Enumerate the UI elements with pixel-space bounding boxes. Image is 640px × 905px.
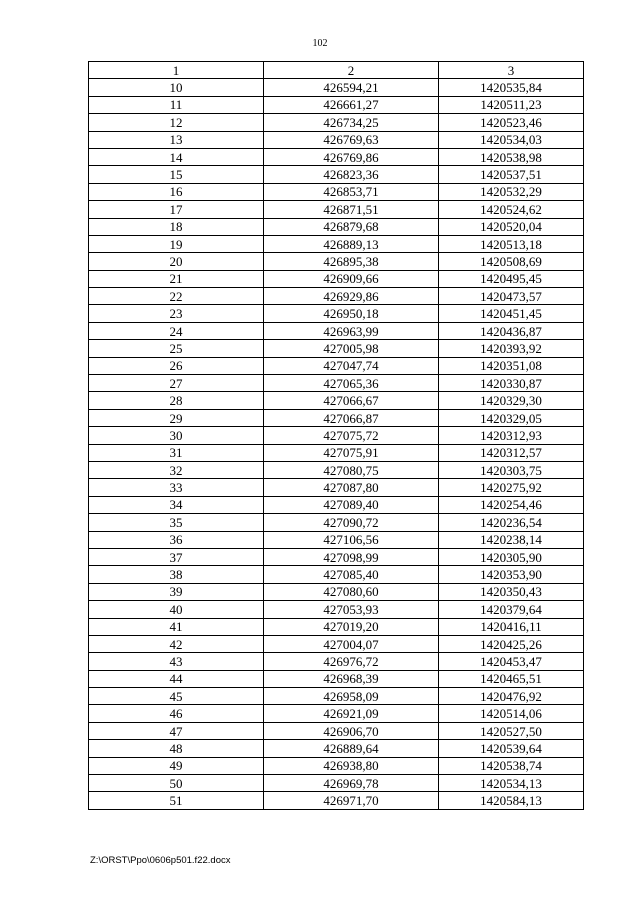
table-row (89, 653, 584, 670)
column-header-1: 1 (89, 62, 264, 79)
point-number-cell: 10 (89, 79, 264, 96)
table-row (89, 305, 584, 322)
table-row (89, 114, 584, 131)
column-header-3: 3 (439, 62, 584, 79)
y-coordinate-cell: 1420451,45 (439, 305, 584, 322)
y-coordinate-cell: 1420476,92 (439, 688, 584, 705)
x-coordinate-cell: 427080,75 (264, 461, 439, 478)
column-header-2: 2 (264, 62, 439, 79)
y-coordinate-cell: 1420534,13 (439, 775, 584, 792)
y-coordinate-cell: 1420534,03 (439, 131, 584, 148)
y-coordinate-cell: 1420329,30 (439, 392, 584, 409)
point-number-cell: 38 (89, 566, 264, 583)
x-coordinate-cell: 426921,09 (264, 705, 439, 722)
table-row (89, 201, 584, 218)
point-number-cell: 11 (89, 96, 264, 113)
table-row (89, 601, 584, 618)
x-coordinate-cell: 427053,93 (264, 601, 439, 618)
point-number-cell: 29 (89, 409, 264, 426)
table-row (89, 496, 584, 513)
y-coordinate-cell: 1420523,46 (439, 114, 584, 131)
y-coordinate-cell: 1420535,84 (439, 79, 584, 96)
point-number-cell: 18 (89, 218, 264, 235)
table-row (89, 392, 584, 409)
y-coordinate-cell: 1420330,87 (439, 375, 584, 392)
table-row (89, 705, 584, 722)
table-row (89, 688, 584, 705)
point-number-cell: 24 (89, 322, 264, 339)
y-coordinate-cell: 1420539,64 (439, 740, 584, 757)
x-coordinate-cell: 427075,91 (264, 444, 439, 461)
y-coordinate-cell: 1420350,43 (439, 583, 584, 600)
x-coordinate-cell: 426853,71 (264, 183, 439, 200)
y-coordinate-cell: 1420351,08 (439, 357, 584, 374)
table-row (89, 479, 584, 496)
table-row (89, 322, 584, 339)
table-row (89, 183, 584, 200)
y-coordinate-cell: 1420537,51 (439, 166, 584, 183)
table-row (89, 514, 584, 531)
y-coordinate-cell: 1420236,54 (439, 514, 584, 531)
y-coordinate-cell: 1420379,64 (439, 601, 584, 618)
point-number-cell: 25 (89, 340, 264, 357)
y-coordinate-cell: 1420538,74 (439, 757, 584, 774)
x-coordinate-cell: 426661,27 (264, 96, 439, 113)
y-coordinate-cell: 1420329,05 (439, 409, 584, 426)
y-coordinate-cell: 1420303,75 (439, 461, 584, 478)
x-coordinate-cell: 426963,99 (264, 322, 439, 339)
point-number-cell: 14 (89, 148, 264, 165)
x-coordinate-cell: 427075,72 (264, 427, 439, 444)
x-coordinate-cell: 426958,09 (264, 688, 439, 705)
table-row (89, 670, 584, 687)
x-coordinate-cell: 426971,70 (264, 792, 439, 809)
point-number-cell: 47 (89, 722, 264, 739)
table-row (89, 427, 584, 444)
point-number-cell: 32 (89, 461, 264, 478)
x-coordinate-cell: 427089,40 (264, 496, 439, 513)
x-coordinate-cell: 426769,63 (264, 131, 439, 148)
y-coordinate-cell: 1420465,51 (439, 670, 584, 687)
point-number-cell: 26 (89, 357, 264, 374)
x-coordinate-cell: 426969,78 (264, 775, 439, 792)
footer-file-path: Z:\ORST\Ppo\0606p501.f22.docx (90, 855, 231, 866)
table-row (89, 218, 584, 235)
y-coordinate-cell: 1420416,11 (439, 618, 584, 635)
y-coordinate-cell: 1420305,90 (439, 548, 584, 565)
table-row (89, 96, 584, 113)
y-coordinate-cell: 1420312,57 (439, 444, 584, 461)
page-number: 102 (312, 38, 328, 49)
point-number-cell: 23 (89, 305, 264, 322)
table-row (89, 461, 584, 478)
x-coordinate-cell: 427005,98 (264, 340, 439, 357)
point-number-cell: 33 (89, 479, 264, 496)
table-row (89, 235, 584, 252)
x-coordinate-cell: 427098,99 (264, 548, 439, 565)
point-number-cell: 13 (89, 131, 264, 148)
point-number-cell: 39 (89, 583, 264, 600)
table-row (89, 79, 584, 96)
table-row (89, 757, 584, 774)
y-coordinate-cell: 1420527,50 (439, 722, 584, 739)
y-coordinate-cell: 1420238,14 (439, 531, 584, 548)
x-coordinate-cell: 426889,13 (264, 235, 439, 252)
point-number-cell: 31 (89, 444, 264, 461)
x-coordinate-cell: 427004,07 (264, 635, 439, 652)
x-coordinate-cell: 427090,72 (264, 514, 439, 531)
table-row (89, 566, 584, 583)
x-coordinate-cell: 426895,38 (264, 253, 439, 270)
x-coordinate-cell: 426594,21 (264, 79, 439, 96)
point-number-cell: 42 (89, 635, 264, 652)
y-coordinate-cell: 1420495,45 (439, 270, 584, 287)
x-coordinate-cell: 427087,80 (264, 479, 439, 496)
y-coordinate-cell: 1420353,90 (439, 566, 584, 583)
point-number-cell: 48 (89, 740, 264, 757)
y-coordinate-cell: 1420514,06 (439, 705, 584, 722)
y-coordinate-cell: 1420513,18 (439, 235, 584, 252)
point-number-cell: 34 (89, 496, 264, 513)
point-number-cell: 19 (89, 235, 264, 252)
x-coordinate-cell: 426769,86 (264, 148, 439, 165)
table-row (89, 375, 584, 392)
table-row (89, 792, 584, 809)
x-coordinate-cell: 427019,20 (264, 618, 439, 635)
table-row (89, 635, 584, 652)
table-row (89, 288, 584, 305)
table-row (89, 253, 584, 270)
table-header-row (89, 62, 584, 79)
point-number-cell: 44 (89, 670, 264, 687)
y-coordinate-cell: 1420275,92 (439, 479, 584, 496)
point-number-cell: 16 (89, 183, 264, 200)
table-row (89, 618, 584, 635)
point-number-cell: 41 (89, 618, 264, 635)
y-coordinate-cell: 1420453,47 (439, 653, 584, 670)
point-number-cell: 12 (89, 114, 264, 131)
point-number-cell: 27 (89, 375, 264, 392)
point-number-cell: 22 (89, 288, 264, 305)
y-coordinate-cell: 1420520,04 (439, 218, 584, 235)
point-number-cell: 37 (89, 548, 264, 565)
x-coordinate-cell: 427080,60 (264, 583, 439, 600)
table-row (89, 131, 584, 148)
y-coordinate-cell: 1420254,46 (439, 496, 584, 513)
y-coordinate-cell: 1420508,69 (439, 253, 584, 270)
y-coordinate-cell: 1420524,62 (439, 201, 584, 218)
point-number-cell: 36 (89, 531, 264, 548)
x-coordinate-cell: 426906,70 (264, 722, 439, 739)
x-coordinate-cell: 427085,40 (264, 566, 439, 583)
table-row (89, 444, 584, 461)
x-coordinate-cell: 426909,66 (264, 270, 439, 287)
table-row (89, 166, 584, 183)
x-coordinate-cell: 426938,80 (264, 757, 439, 774)
table-row (89, 775, 584, 792)
x-coordinate-cell: 426950,18 (264, 305, 439, 322)
table-row (89, 409, 584, 426)
point-number-cell: 30 (89, 427, 264, 444)
x-coordinate-cell: 427066,87 (264, 409, 439, 426)
y-coordinate-cell: 1420538,98 (439, 148, 584, 165)
y-coordinate-cell: 1420425,26 (439, 635, 584, 652)
table-row (89, 270, 584, 287)
y-coordinate-cell: 1420436,87 (439, 322, 584, 339)
y-coordinate-cell: 1420393,92 (439, 340, 584, 357)
y-coordinate-cell: 1420584,13 (439, 792, 584, 809)
x-coordinate-cell: 426879,68 (264, 218, 439, 235)
point-number-cell: 35 (89, 514, 264, 531)
point-number-cell: 20 (89, 253, 264, 270)
point-number-cell: 51 (89, 792, 264, 809)
y-coordinate-cell: 1420532,29 (439, 183, 584, 200)
point-number-cell: 46 (89, 705, 264, 722)
table-row (89, 740, 584, 757)
point-number-cell: 50 (89, 775, 264, 792)
table-row (89, 340, 584, 357)
table-row (89, 357, 584, 374)
table-row (89, 548, 584, 565)
point-number-cell: 28 (89, 392, 264, 409)
table-row (89, 531, 584, 548)
point-number-cell: 45 (89, 688, 264, 705)
x-coordinate-cell: 426871,51 (264, 201, 439, 218)
point-number-cell: 49 (89, 757, 264, 774)
x-coordinate-cell: 426976,72 (264, 653, 439, 670)
point-number-cell: 15 (89, 166, 264, 183)
x-coordinate-cell: 427065,36 (264, 375, 439, 392)
table-row (89, 148, 584, 165)
x-coordinate-cell: 427047,74 (264, 357, 439, 374)
y-coordinate-cell: 1420473,57 (439, 288, 584, 305)
table-row (89, 722, 584, 739)
coordinates-table (88, 61, 584, 810)
table-body (89, 79, 584, 809)
x-coordinate-cell: 426823,36 (264, 166, 439, 183)
point-number-cell: 40 (89, 601, 264, 618)
table-header (89, 62, 584, 79)
point-number-cell: 17 (89, 201, 264, 218)
x-coordinate-cell: 426968,39 (264, 670, 439, 687)
point-number-cell: 21 (89, 270, 264, 287)
x-coordinate-cell: 427106,56 (264, 531, 439, 548)
y-coordinate-cell: 1420511,23 (439, 96, 584, 113)
table-row (89, 583, 584, 600)
y-coordinate-cell: 1420312,93 (439, 427, 584, 444)
x-coordinate-cell: 426929,86 (264, 288, 439, 305)
x-coordinate-cell: 426734,25 (264, 114, 439, 131)
x-coordinate-cell: 426889,64 (264, 740, 439, 757)
point-number-cell: 43 (89, 653, 264, 670)
x-coordinate-cell: 427066,67 (264, 392, 439, 409)
